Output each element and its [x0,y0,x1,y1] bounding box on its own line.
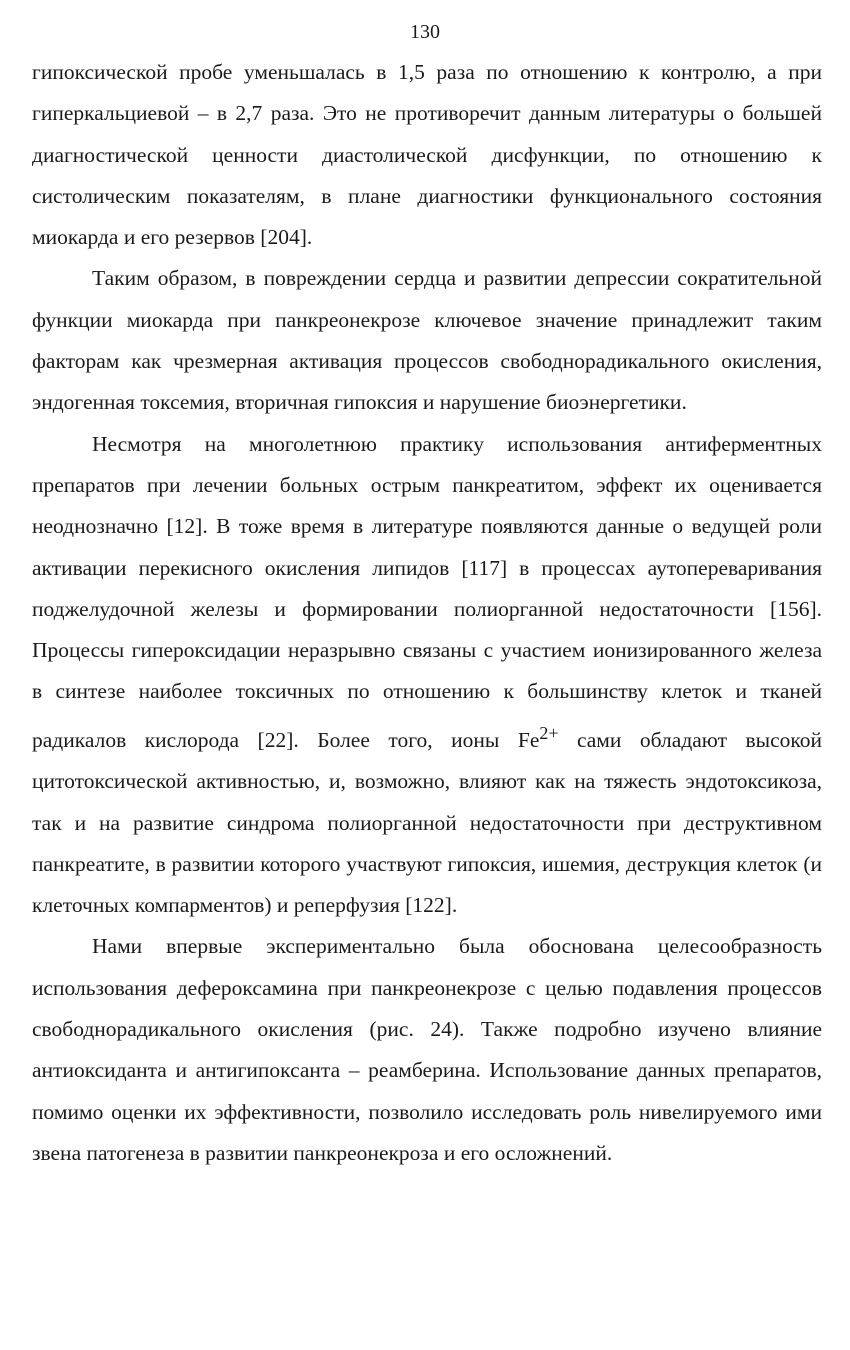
paragraph-3 [32,424,822,927]
page-number: 130 [410,21,440,43]
iron-ion-charge-superscript: 2+ [539,722,559,743]
paragraph-2: Таким образом, в повреждении сердца и развитии депрессии сократительной функции миокарда при панкреонекрозе ключевое значение принадлежит таким факторам как чрезмерная активация процессов свободнорадикального окисления, эндогенная токсемия, вторичная гипоксия и нарушение биоэнергетики. [32,266,822,415]
paragraph-3-text-after: сами обладают высокой цитотоксической активностью, и, возможно, влияют как на тяжесть эндотоксикоза, так и на развитие синдрома полиорганной недостаточности при деструктивном панкреатите, в развитии которого участвуют гипоксия, ишемия, деструкция клеток (и клеточных компарментов) и реперфузия [122]. [32,727,822,918]
paragraph-4: Нами впервые экспериментально была обоснована целесообразность использования дефероксамина при панкреонекрозе с целью подавления процессов свободнорадикального окисления (рис. 24). Также подробно изучено влияние антиоксиданта и антигипоксанта – реамберина. Использование данных препаратов, помимо оценки их эффективности, позволило исследовать роль нивелируемого ими звена патогенеза в развитии панкреонекроза и его осложнений. [32,934,822,1165]
text-body [32,52,822,1174]
paragraph-3-text-before: Несмотря на многолетнюю практику использования антиферментных препаратов при лечении больных острым панкреатитом, эффект их оценивается неоднозначно [12]. В тоже время в литературе появляются данные о ведущей роли активации перекисного окисления липидов [117] в процессах аутопереваривания поджелудочной железы и формировании полиорганной недостаточности [156]. Процессы гипероксидации неразрывно связаны с участием ионизированного железа в синтезе наиболее токсичных по отношению к большинству клеток и тканей радикалов кислорода [22]. Более того, ионы Fe [32,431,822,752]
paragraph-1: гипоксической пробе уменьшалась в 1,5 раза по отношению к контролю, а при гиперкальциевой – в 2,7 раза. Это не противоречит данным литературы о большей диагностической ценности диастолической дисфункции, по отношению к систолическим показателям, в плане диагностики функционального состояния миокарда и его резервов [204]. [32,60,822,250]
